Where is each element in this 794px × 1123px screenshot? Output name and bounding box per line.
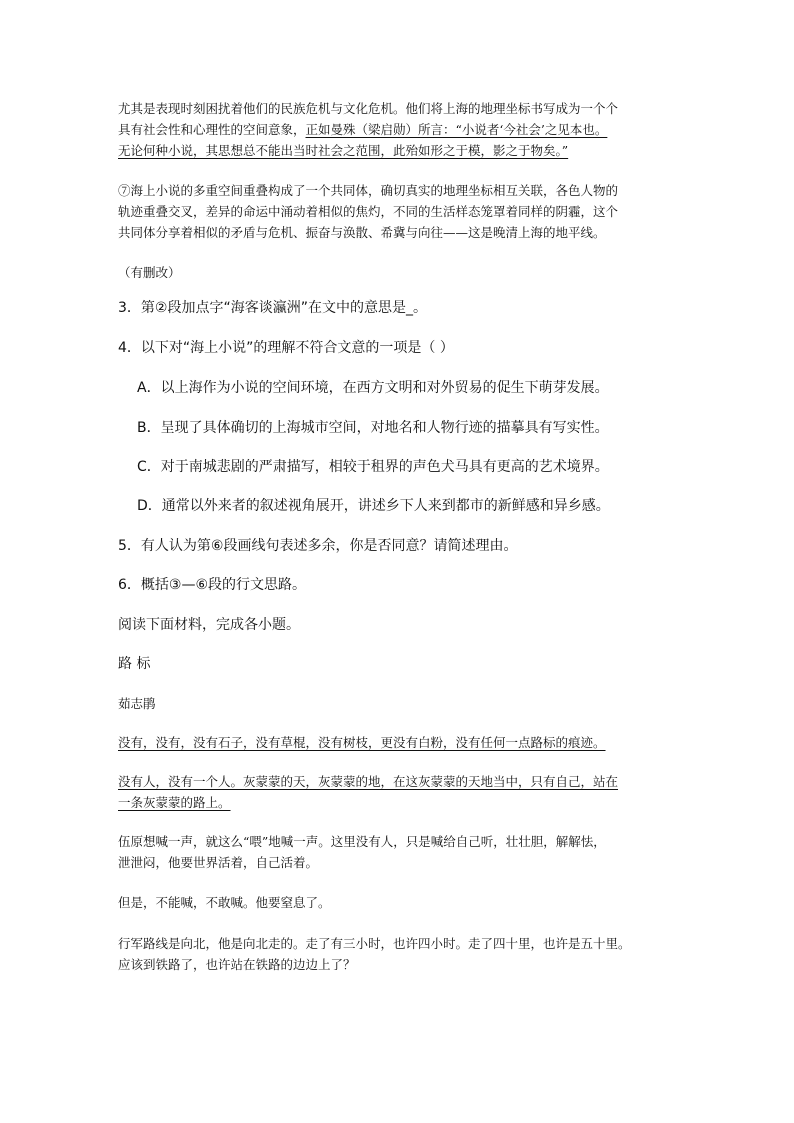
story-paragraph-2-line-1: 没有人，没有一个人。灰蒙蒙的天，灰蒙蒙的地，在这灰蒙蒙的天地当中，只有自己，站在 — [118, 774, 619, 789]
story-paragraph-2 — [118, 771, 678, 813]
question-4-option-b: B．呈现了具体确切的上海城市空间，对地名和人物行迹的描摹具有写实性。 — [137, 420, 609, 436]
paragraph-7-line-3: 共同体分享着相似的矛盾与危机、振奋与涣散、希冀与向往——这是晚清上海的地平线。 — [118, 225, 606, 240]
story-paragraph-5 — [118, 933, 678, 975]
question-3: 3．第②段加点字“海客谈瀛洲”在文中的意思是_。 — [118, 300, 427, 316]
story-sentence-1: 没有，没有，没有石子，没有草棍，没有树枝，更没有白粉，没有任何一点路标的痕迹。 — [118, 735, 606, 750]
story-paragraph-3-line-2: 泄泄闷，他要世界活着，自己活着。 — [118, 855, 319, 870]
paragraph-6-line-2 — [118, 119, 678, 140]
story-paragraph-2-line-2: 一条灰蒙蒙的路上。 — [118, 795, 231, 810]
paragraph-7-line-1: ⑦海上小说的多重空间重叠构成了一个共同体，确切真实的地理坐标相互关联，各色人物的 — [118, 183, 619, 198]
paragraph-6-end — [118, 98, 678, 161]
paragraph-7 — [118, 180, 678, 243]
underlined-quote-part-2: 无论何种小说，其思想总不能出当时社会之范围，此殆如形之于模，影之于物矣。” — [118, 143, 569, 158]
paragraph-7-line-2: 轨迹重叠交叉，差异的命运中涌动着相似的焦灼，不同的生活样态笼罩着同样的阴霾，这个 — [118, 204, 619, 219]
story-paragraph-3-line-1: 伍原想喊一声，就这么“喂”地喊一声。这里没有人，只是喊给自己听，壮壮胆，解解怯， — [118, 834, 606, 849]
paragraph-6-line-2-plain: 具有社会性和心理性的空间意象， — [118, 122, 306, 137]
question-5: 5．有人认为第⑥段画线句表述多余，你是否同意？请简述理由。 — [118, 538, 518, 554]
story-author: 茹志鹃 — [118, 696, 156, 711]
story-paragraph-4: 但是，不能喊，不敢喊。他要窒息了。 — [118, 895, 331, 910]
question-4: 4．以下对“海上小说”的理解不符合文意的一项是（ ） — [118, 340, 454, 356]
question-4-option-d: D．通常以外来者的叙述视角展开，讲述乡下人来到都市的新鲜感和异乡感。 — [137, 498, 610, 514]
story-paragraph-5-line-1: 行军路线是向北，他是向北走的。走了有三小时，也许四小时。走了四十里，也许是五十里。 — [118, 936, 631, 951]
question-4-option-c: C．对于南城悲剧的严肃描写，相较于租界的声色犬马具有更高的艺术境界。 — [137, 459, 609, 475]
question-4-option-a: A．以上海作为小说的空间环境，在西方文明和对外贸易的促生下萌芽发展。 — [137, 380, 609, 396]
story-paragraph-3 — [118, 831, 678, 873]
paragraph-6-line-1: 尤其是表现时刻困扰着他们的民族危机与文化危机。他们将上海的地理坐标书写成为一个个 — [118, 101, 619, 116]
story-paragraph-5-line-2: 应该到铁路了，也许站在铁路的边边上了？ — [118, 957, 356, 972]
story-title: 路 标 — [118, 656, 151, 672]
reading-instruction: 阅读下面材料，完成各小题。 — [118, 617, 300, 633]
underlined-quote-part-1: 正如曼殊（梁启勋）所言：“小说者‘今社会’之见本也。 — [305, 122, 608, 137]
question-6: 6．概括③—⑥段的行文思路。 — [118, 577, 307, 593]
edit-note: （有删改） — [118, 265, 181, 280]
